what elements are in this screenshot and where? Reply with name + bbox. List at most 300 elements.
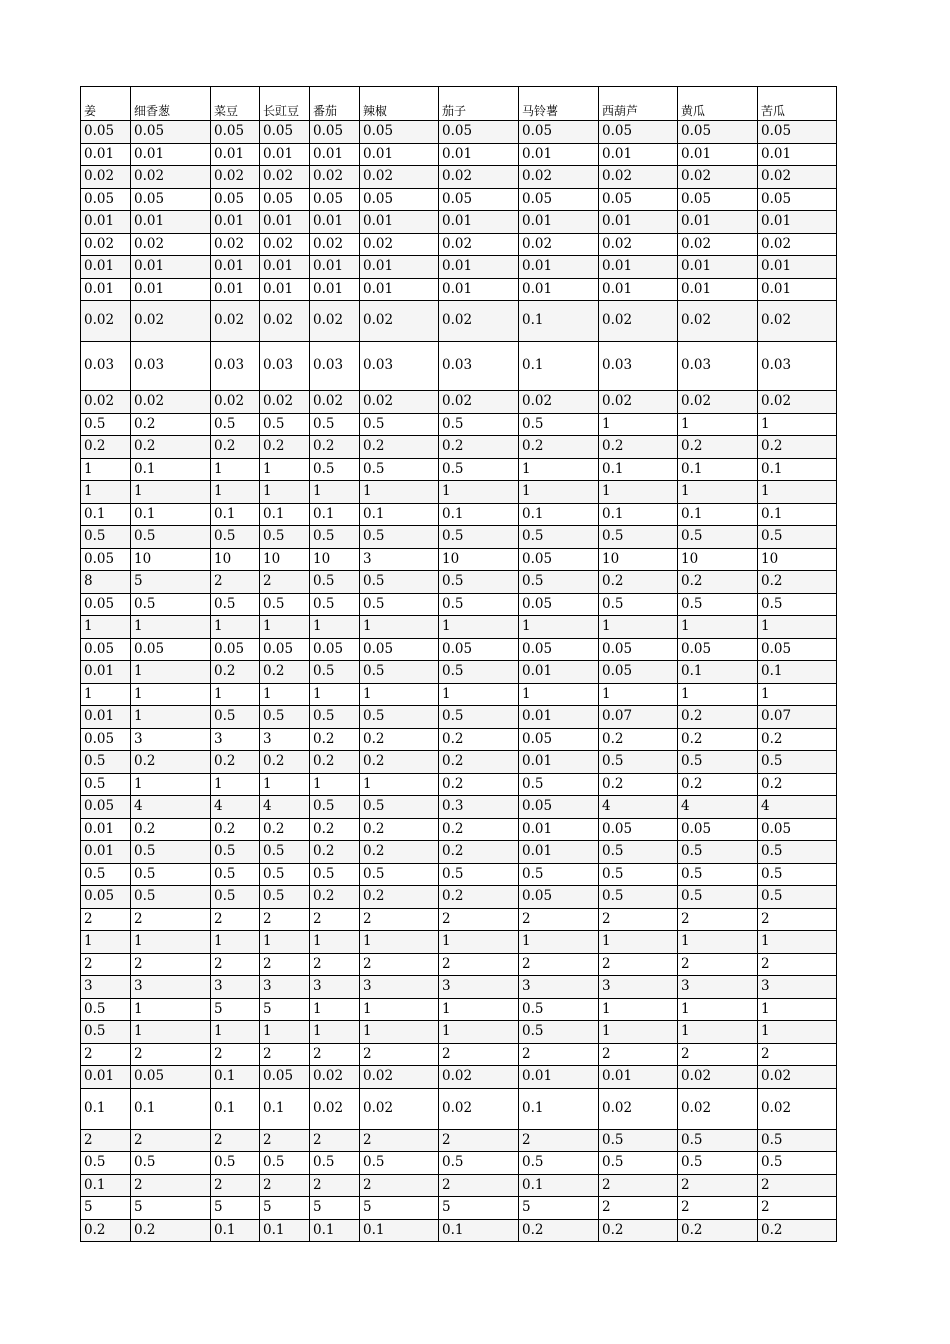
table-row xyxy=(81,931,837,954)
residue-limit-table xyxy=(80,86,837,1242)
table-cell: 0.05 xyxy=(519,728,599,751)
table-cell: 0.1 xyxy=(360,503,439,526)
table-cell: 0.02 xyxy=(439,1088,519,1129)
table-row xyxy=(81,773,837,796)
table-cell: 0.2 xyxy=(439,886,519,909)
table-cell: 2 xyxy=(310,1174,360,1197)
table-cell: 1 xyxy=(211,481,260,504)
table-cell: 0.05 xyxy=(519,886,599,909)
table-cell: 1 xyxy=(758,413,837,436)
table-cell: 0.1 xyxy=(260,503,310,526)
table-cell: 1 xyxy=(758,1021,837,1044)
table-cell: 0.2 xyxy=(439,751,519,774)
table-cell: 0.5 xyxy=(439,458,519,481)
table-cell: 0.05 xyxy=(519,188,599,211)
table-cell: 0.5 xyxy=(519,773,599,796)
table-cell: 0.05 xyxy=(81,638,131,661)
table-cell: 2 xyxy=(211,953,260,976)
table-cell: 5 xyxy=(439,1197,519,1220)
table-cell: 3 xyxy=(360,548,439,571)
table-cell: 0.02 xyxy=(260,301,310,342)
table-cell: 0.5 xyxy=(439,661,519,684)
table-cell: 2 xyxy=(260,908,310,931)
table-cell: 2 xyxy=(310,1043,360,1066)
table-cell: 10 xyxy=(678,548,758,571)
table-cell: 0.2 xyxy=(599,773,678,796)
table-cell: 0.5 xyxy=(439,571,519,594)
table-cell: 0.5 xyxy=(81,751,131,774)
table-cell: 0.03 xyxy=(758,342,837,391)
table-cell: 2 xyxy=(599,1197,678,1220)
table-cell: 0.02 xyxy=(758,233,837,256)
table-cell: 4 xyxy=(131,796,211,819)
table-cell: 0.02 xyxy=(599,391,678,414)
table-cell: 2 xyxy=(260,953,310,976)
table-row xyxy=(81,976,837,999)
table-cell: 0.02 xyxy=(310,233,360,256)
table-cell: 0.05 xyxy=(758,818,837,841)
table-cell: 0.02 xyxy=(439,301,519,342)
table-cell: 0.5 xyxy=(678,863,758,886)
table-cell: 5 xyxy=(310,1197,360,1220)
table-row xyxy=(81,953,837,976)
table-cell: 8 xyxy=(81,571,131,594)
table-cell: 5 xyxy=(211,1197,260,1220)
table-cell: 0.02 xyxy=(310,301,360,342)
table-cell: 0.01 xyxy=(758,256,837,279)
table-cell: 0.01 xyxy=(211,143,260,166)
table-cell: 0.5 xyxy=(678,841,758,864)
table-cell: 0.5 xyxy=(519,526,599,549)
table-cell: 1 xyxy=(758,998,837,1021)
table-cell: 0.01 xyxy=(678,143,758,166)
table-cell: 1 xyxy=(81,616,131,639)
table-row xyxy=(81,796,837,819)
table-cell: 0.2 xyxy=(260,661,310,684)
table-cell: 0.01 xyxy=(519,143,599,166)
table-row xyxy=(81,391,837,414)
table-cell: 0.1 xyxy=(131,458,211,481)
table-cell: 1 xyxy=(211,931,260,954)
table-cell: 0.01 xyxy=(758,211,837,234)
table-cell: 0.1 xyxy=(131,503,211,526)
table-cell: 0.2 xyxy=(758,773,837,796)
table-cell: 0.02 xyxy=(599,166,678,189)
table-cell: 0.05 xyxy=(519,593,599,616)
table-cell: 0.2 xyxy=(678,773,758,796)
table-cell: 0.05 xyxy=(131,1066,211,1089)
table-cell: 0.01 xyxy=(439,143,519,166)
table-cell: 0.2 xyxy=(519,1219,599,1242)
table-row xyxy=(81,1174,837,1197)
table-cell: 1 xyxy=(211,683,260,706)
table-row xyxy=(81,751,837,774)
table-cell: 0.2 xyxy=(310,818,360,841)
table-cell: 0.02 xyxy=(211,233,260,256)
table-cell: 0.05 xyxy=(678,638,758,661)
table-cell: 0.5 xyxy=(260,706,310,729)
table-cell: 1 xyxy=(81,481,131,504)
table-cell: 1 xyxy=(131,998,211,1021)
table-cell: 0.02 xyxy=(131,233,211,256)
table-cell: 2 xyxy=(81,1043,131,1066)
table-cell: 0.2 xyxy=(360,841,439,864)
column-header: 苦瓜 xyxy=(758,87,837,121)
table-cell: 2 xyxy=(211,1129,260,1152)
table-cell: 0.01 xyxy=(360,256,439,279)
table-cell: 2 xyxy=(81,953,131,976)
table-cell: 0.1 xyxy=(519,1174,599,1197)
table-cell: 1 xyxy=(310,998,360,1021)
table-cell: 0.02 xyxy=(439,166,519,189)
table-cell: 0.1 xyxy=(439,503,519,526)
table-cell: 0.02 xyxy=(360,1088,439,1129)
table-cell: 0.1 xyxy=(599,458,678,481)
table-cell: 0.2 xyxy=(758,571,837,594)
table-cell: 10 xyxy=(310,548,360,571)
table-cell: 2 xyxy=(439,1043,519,1066)
table-cell: 2 xyxy=(131,908,211,931)
table-cell: 0.03 xyxy=(81,342,131,391)
table-cell: 0.01 xyxy=(599,278,678,301)
table-cell: 0.5 xyxy=(131,593,211,616)
table-cell: 1 xyxy=(310,481,360,504)
table-cell: 0.01 xyxy=(131,278,211,301)
table-cell: 3 xyxy=(519,976,599,999)
column-header: 黄瓜 xyxy=(678,87,758,121)
table-cell: 2 xyxy=(758,1197,837,1220)
table-cell: 1 xyxy=(439,931,519,954)
table-cell: 1 xyxy=(310,773,360,796)
table-cell: 2 xyxy=(758,1043,837,1066)
table-cell: 0.2 xyxy=(360,728,439,751)
table-cell: 2 xyxy=(260,1174,310,1197)
table-cell: 0.02 xyxy=(131,391,211,414)
table-cell: 1 xyxy=(260,458,310,481)
table-cell: 1 xyxy=(758,616,837,639)
table-cell: 2 xyxy=(439,1174,519,1197)
table-cell: 0.5 xyxy=(599,841,678,864)
table-cell: 0.5 xyxy=(599,1129,678,1152)
table-cell: 1 xyxy=(360,1021,439,1044)
table-row xyxy=(81,728,837,751)
table-cell: 3 xyxy=(260,976,310,999)
table-row xyxy=(81,526,837,549)
table-cell: 1 xyxy=(678,481,758,504)
table-cell: 5 xyxy=(81,1197,131,1220)
table-cell: 0.03 xyxy=(599,342,678,391)
table-cell: 2 xyxy=(519,953,599,976)
table-cell: 2 xyxy=(260,1043,310,1066)
table-cell: 1 xyxy=(519,931,599,954)
table-cell: 0.5 xyxy=(211,526,260,549)
table-cell: 1 xyxy=(758,931,837,954)
table-cell: 0.2 xyxy=(599,571,678,594)
table-cell: 0.1 xyxy=(678,661,758,684)
table-cell: 0.02 xyxy=(81,166,131,189)
table-cell: 0.5 xyxy=(260,1152,310,1175)
table-cell: 10 xyxy=(439,548,519,571)
table-cell: 0.1 xyxy=(519,503,599,526)
table-cell: 0.02 xyxy=(310,1088,360,1129)
table-cell: 0.5 xyxy=(599,863,678,886)
table-cell: 0.02 xyxy=(758,1088,837,1129)
table-cell: 0.03 xyxy=(211,342,260,391)
table-cell: 0.02 xyxy=(360,301,439,342)
table-cell: 0.5 xyxy=(758,593,837,616)
table-cell: 1 xyxy=(360,773,439,796)
table-cell: 4 xyxy=(211,796,260,819)
table-cell: 0.01 xyxy=(360,278,439,301)
table-cell: 1 xyxy=(131,616,211,639)
table-cell: 0.01 xyxy=(519,751,599,774)
table-cell: 0.01 xyxy=(519,818,599,841)
table-cell: 0.2 xyxy=(310,841,360,864)
table-row xyxy=(81,706,837,729)
table-cell: 0.2 xyxy=(678,706,758,729)
table-cell: 1 xyxy=(599,413,678,436)
table-cell: 2 xyxy=(310,953,360,976)
table-row xyxy=(81,211,837,234)
table-row xyxy=(81,661,837,684)
table-cell: 0.1 xyxy=(360,1219,439,1242)
table-cell: 0.5 xyxy=(360,1152,439,1175)
table-cell: 0.01 xyxy=(678,278,758,301)
table-cell: 0.5 xyxy=(211,706,260,729)
table-cell: 0.5 xyxy=(131,841,211,864)
table-cell: 10 xyxy=(758,548,837,571)
table-cell: 0.2 xyxy=(599,1219,678,1242)
table-cell: 2 xyxy=(678,1174,758,1197)
table-cell: 0.05 xyxy=(678,121,758,144)
table-cell: 0.01 xyxy=(678,211,758,234)
table-cell: 0.01 xyxy=(211,256,260,279)
table-cell: 0.5 xyxy=(678,1152,758,1175)
table-cell: 0.5 xyxy=(678,1129,758,1152)
table-cell: 0.05 xyxy=(678,818,758,841)
table-cell: 0.05 xyxy=(758,638,837,661)
table-cell: 0.01 xyxy=(131,143,211,166)
table-cell: 1 xyxy=(131,481,211,504)
table-cell: 2 xyxy=(211,908,260,931)
table-cell: 2 xyxy=(260,571,310,594)
table-cell: 0.02 xyxy=(439,1066,519,1089)
table-cell: 1 xyxy=(758,481,837,504)
table-cell: 0.02 xyxy=(260,166,310,189)
table-cell: 0.05 xyxy=(260,1066,310,1089)
column-header: 马铃薯 xyxy=(519,87,599,121)
table-cell: 0.01 xyxy=(310,256,360,279)
table-cell: 0.1 xyxy=(519,1088,599,1129)
table-cell: 0.02 xyxy=(758,1066,837,1089)
table-cell: 1 xyxy=(678,683,758,706)
table-cell: 0.2 xyxy=(260,751,310,774)
table-cell: 1 xyxy=(519,458,599,481)
table-cell: 0.05 xyxy=(81,886,131,909)
table-cell: 0.01 xyxy=(260,256,310,279)
table-cell: 0.05 xyxy=(360,638,439,661)
table-cell: 0.2 xyxy=(131,436,211,459)
table-cell: 1 xyxy=(360,998,439,1021)
table-cell: 0.5 xyxy=(310,661,360,684)
table-cell: 1 xyxy=(81,683,131,706)
table-row xyxy=(81,683,837,706)
table-cell: 0.01 xyxy=(260,278,310,301)
table-cell: 0.05 xyxy=(131,188,211,211)
table-cell: 0.05 xyxy=(439,121,519,144)
table-cell: 0.2 xyxy=(131,413,211,436)
table-cell: 0.5 xyxy=(439,863,519,886)
table-row xyxy=(81,143,837,166)
column-header: 细香葱 xyxy=(131,87,211,121)
table-cell: 0.1 xyxy=(211,503,260,526)
table-cell: 0.2 xyxy=(439,773,519,796)
table-row xyxy=(81,593,837,616)
table-cell: 0.02 xyxy=(678,301,758,342)
table-row xyxy=(81,481,837,504)
table-cell: 0.05 xyxy=(439,188,519,211)
table-cell: 0.02 xyxy=(360,1066,439,1089)
table-cell: 0.5 xyxy=(360,593,439,616)
table-cell: 10 xyxy=(260,548,310,571)
table-cell: 0.01 xyxy=(519,841,599,864)
table-cell: 0.5 xyxy=(599,526,678,549)
table-cell: 0.1 xyxy=(599,503,678,526)
table-cell: 0.2 xyxy=(260,818,310,841)
table-cell: 1 xyxy=(211,773,260,796)
table-cell: 0.5 xyxy=(310,571,360,594)
table-cell: 1 xyxy=(439,481,519,504)
table-cell: 0.01 xyxy=(81,661,131,684)
table-cell: 0.5 xyxy=(81,998,131,1021)
table-cell: 0.2 xyxy=(131,1219,211,1242)
table-cell: 0.1 xyxy=(519,301,599,342)
table-cell: 0.05 xyxy=(260,188,310,211)
table-cell: 5 xyxy=(131,1197,211,1220)
table-cell: 2 xyxy=(310,1129,360,1152)
table-cell: 2 xyxy=(519,1043,599,1066)
table-cell: 0.01 xyxy=(81,818,131,841)
table-cell: 0.1 xyxy=(211,1219,260,1242)
table-cell: 0.05 xyxy=(519,638,599,661)
table-cell: 0.2 xyxy=(81,1219,131,1242)
table-cell: 0.5 xyxy=(131,863,211,886)
table-cell: 0.2 xyxy=(131,751,211,774)
table-cell: 5 xyxy=(131,571,211,594)
table-cell: 0.01 xyxy=(678,256,758,279)
table-cell: 0.01 xyxy=(81,211,131,234)
table-row xyxy=(81,278,837,301)
table-cell: 0.1 xyxy=(211,1088,260,1129)
table-cell: 0.5 xyxy=(519,413,599,436)
table-cell: 0.05 xyxy=(758,188,837,211)
table-row xyxy=(81,1066,837,1089)
table-cell: 1 xyxy=(260,616,310,639)
table-cell: 2 xyxy=(758,953,837,976)
table-cell: 0.02 xyxy=(310,166,360,189)
table-cell: 1 xyxy=(310,1021,360,1044)
table-cell: 0.01 xyxy=(519,1066,599,1089)
table-cell: 0.02 xyxy=(360,233,439,256)
table-cell: 2 xyxy=(260,1129,310,1152)
table-row xyxy=(81,121,837,144)
table-cell: 0.5 xyxy=(81,863,131,886)
table-row xyxy=(81,886,837,909)
table-cell: 0.5 xyxy=(439,706,519,729)
table-cell: 0.5 xyxy=(758,751,837,774)
table-cell: 0.5 xyxy=(678,751,758,774)
column-header: 菜豆 xyxy=(211,87,260,121)
table-cell: 1 xyxy=(678,616,758,639)
table-row xyxy=(81,1043,837,1066)
table-cell: 0.2 xyxy=(310,886,360,909)
table-cell: 1 xyxy=(519,481,599,504)
table-cell: 2 xyxy=(131,953,211,976)
table-cell: 2 xyxy=(360,1174,439,1197)
table-cell: 0.5 xyxy=(519,571,599,594)
table-cell: 0.1 xyxy=(758,503,837,526)
table-cell: 2 xyxy=(360,953,439,976)
table-cell: 0.03 xyxy=(360,342,439,391)
table-cell: 0.01 xyxy=(439,256,519,279)
table-cell: 2 xyxy=(599,953,678,976)
table-cell: 1 xyxy=(599,998,678,1021)
table-cell: 0.5 xyxy=(260,413,310,436)
table-cell: 1 xyxy=(599,1021,678,1044)
table-cell: 0.02 xyxy=(599,1088,678,1129)
table-cell: 0.5 xyxy=(599,751,678,774)
table-cell: 0.01 xyxy=(81,143,131,166)
table-cell: 1 xyxy=(519,683,599,706)
table-cell: 0.02 xyxy=(81,233,131,256)
table-cell: 0.07 xyxy=(758,706,837,729)
table-cell: 0.1 xyxy=(310,503,360,526)
table-cell: 1 xyxy=(211,458,260,481)
column-header: 辣椒 xyxy=(360,87,439,121)
table-cell: 0.02 xyxy=(310,1066,360,1089)
table-cell: 0.1 xyxy=(81,503,131,526)
table-cell: 1 xyxy=(260,931,310,954)
table-cell: 0.2 xyxy=(211,661,260,684)
table-cell: 0.05 xyxy=(519,121,599,144)
table-row xyxy=(81,818,837,841)
table-cell: 2 xyxy=(131,1129,211,1152)
table-cell: 0.2 xyxy=(360,751,439,774)
table-cell: 0.2 xyxy=(758,728,837,751)
table-cell: 0.02 xyxy=(260,233,310,256)
table-cell: 0.02 xyxy=(211,166,260,189)
table-cell: 0.5 xyxy=(260,841,310,864)
table-cell: 0.01 xyxy=(439,278,519,301)
table-cell: 0.05 xyxy=(81,188,131,211)
table-cell: 0.1 xyxy=(260,1219,310,1242)
table-cell: 10 xyxy=(211,548,260,571)
table-cell: 1 xyxy=(81,458,131,481)
table-cell: 3 xyxy=(211,728,260,751)
table-cell: 0.5 xyxy=(360,796,439,819)
table-cell: 0.05 xyxy=(758,121,837,144)
table-cell: 3 xyxy=(211,976,260,999)
table-cell: 0.5 xyxy=(599,593,678,616)
table-cell: 0.01 xyxy=(758,143,837,166)
table-cell: 0.5 xyxy=(758,863,837,886)
table-cell: 0.2 xyxy=(310,751,360,774)
table-cell: 1 xyxy=(131,661,211,684)
table-cell: 1 xyxy=(81,931,131,954)
table-cell: 0.01 xyxy=(260,143,310,166)
table-cell: 0.01 xyxy=(310,211,360,234)
table-row xyxy=(81,1021,837,1044)
